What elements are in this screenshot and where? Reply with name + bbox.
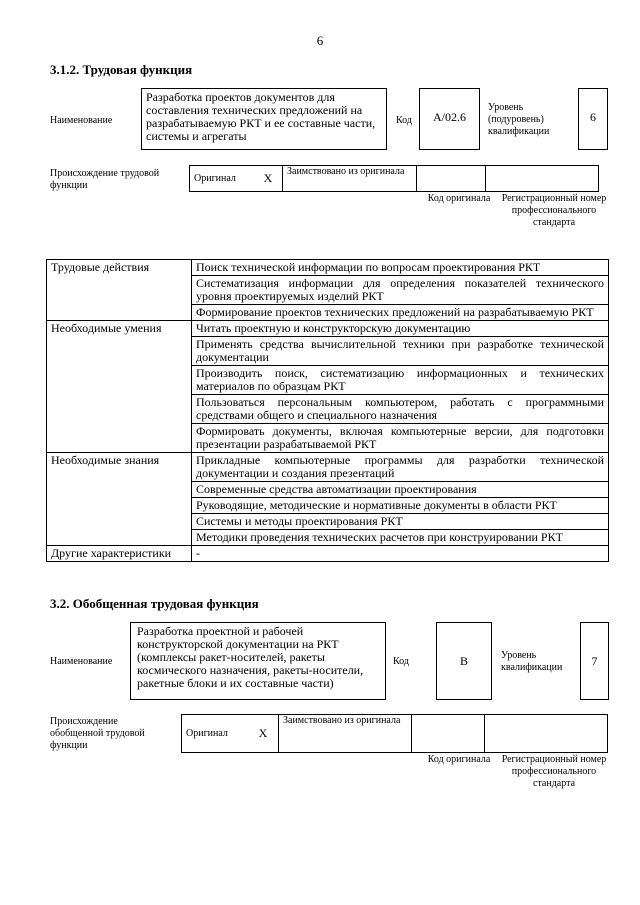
code-box — [419, 88, 480, 150]
item-cell: Поиск технической информации по вопросам проектирования РКТ — [192, 260, 609, 276]
registration-number-cell-2 — [485, 715, 608, 753]
category-cell: Другие характеристики — [47, 546, 192, 562]
level-box — [578, 88, 608, 150]
name-label: Наименование — [50, 115, 113, 126]
table-row — [47, 260, 609, 276]
page-number: 6 — [316, 33, 324, 48]
code-orig-caption-2: Код оригинала — [427, 754, 491, 765]
origin-row — [189, 165, 599, 192]
category-cell: Трудовые действия — [47, 260, 192, 321]
original-label-2: Оригинал — [182, 715, 249, 753]
generalized-function-code: B — [459, 654, 468, 668]
original-label: Оригинал — [190, 166, 255, 192]
labor-function-table — [46, 259, 609, 562]
qualification-level-2: 7 — [591, 654, 598, 668]
item-cell: - — [192, 546, 609, 562]
function-code: A/02.6 — [433, 110, 466, 124]
code-box-2 — [436, 622, 492, 700]
level-box-2 — [580, 622, 609, 700]
borrowed-label: Заимствовано из оригинала — [283, 166, 417, 192]
reg-caption-2: Регистрационный номер профессионального стандарта — [501, 754, 607, 789]
category-cell: Необходимые знания — [47, 453, 192, 546]
code-orig-caption: Код оригинала — [427, 193, 491, 204]
qualification-level: 6 — [590, 110, 596, 124]
item-cell: Формирование проектов технических предложений на разрабатываемую РКТ — [192, 305, 609, 321]
origin-label: Происхождение трудовой функции — [50, 168, 160, 191]
category-cell: Необходимые умения — [47, 321, 192, 453]
registration-number-cell — [486, 166, 599, 192]
item-cell: Пользоваться персональным компьютером, работать с программными средствами общего и специального назначения — [192, 395, 609, 424]
item-cell: Читать проектную и конструкторскую документацию — [192, 321, 609, 337]
section-heading-3-1-2: 3.1.2. Трудовая функция — [50, 62, 193, 77]
item-cell: Систематизация информации для определения показателей технического уровня проектируемых изделий РКТ — [192, 276, 609, 305]
function-name-box — [141, 88, 387, 150]
code-label: Код — [396, 115, 412, 126]
borrowed-label-2: Заимствовано из оригинала — [279, 715, 412, 753]
code-label-2: Код — [393, 656, 409, 667]
item-cell: Прикладные компьютерные программы для разработки технической документации и создания презентаций — [192, 453, 609, 482]
original-code-cell — [417, 166, 486, 192]
reg-caption: Регистрационный номер профессионального стандарта — [501, 193, 607, 228]
item-cell: Формировать документы, включая компьютерные версии, для подготовки презентации разрабатываемой РКТ — [192, 424, 609, 453]
item-cell: Методики проведения технических расчетов при конструировании РКТ — [192, 530, 609, 546]
table-row — [47, 546, 609, 562]
function-name: Разработка проектов документов для составления технических предложений на разрабатываемую РКТ и ее составные части, системы и агрегаты — [146, 90, 376, 143]
original-mark: X — [254, 166, 283, 192]
table-row — [47, 321, 609, 337]
level-label-2: Уровень квалификации — [501, 650, 563, 673]
item-cell: Руководящие, методические и нормативные документы в области РКТ — [192, 498, 609, 514]
original-code-cell-2 — [412, 715, 485, 753]
section-heading-3-2: 3.2. Обобщенная трудовая функция — [50, 596, 259, 611]
origin-label-2: Происхождение обобщенной трудовой функции — [50, 716, 145, 751]
table-row — [47, 453, 609, 482]
item-cell: Современные средства автоматизации проектирования — [192, 482, 609, 498]
origin-row-2 — [181, 714, 608, 753]
original-mark-2: X — [248, 715, 279, 753]
name-label-2: Наименование — [50, 656, 113, 667]
level-label: Уровень (подуровень) квалификации — [488, 102, 550, 137]
item-cell: Производить поиск, систематизацию информационных и технических материалов по образцам РКТ — [192, 366, 609, 395]
item-cell: Применять средства вычислительной техники при разработке технической документации — [192, 337, 609, 366]
generalized-function-name: Разработка проектной и рабочей конструкторской документации на РКТ (комплексы ракет-носителей, ракеты космического назначения, ракеты-носители, ракетные блоки и их составные части) — [137, 624, 364, 690]
generalized-function-name-box — [130, 622, 386, 700]
item-cell: Системы и методы проектирования РКТ — [192, 514, 609, 530]
